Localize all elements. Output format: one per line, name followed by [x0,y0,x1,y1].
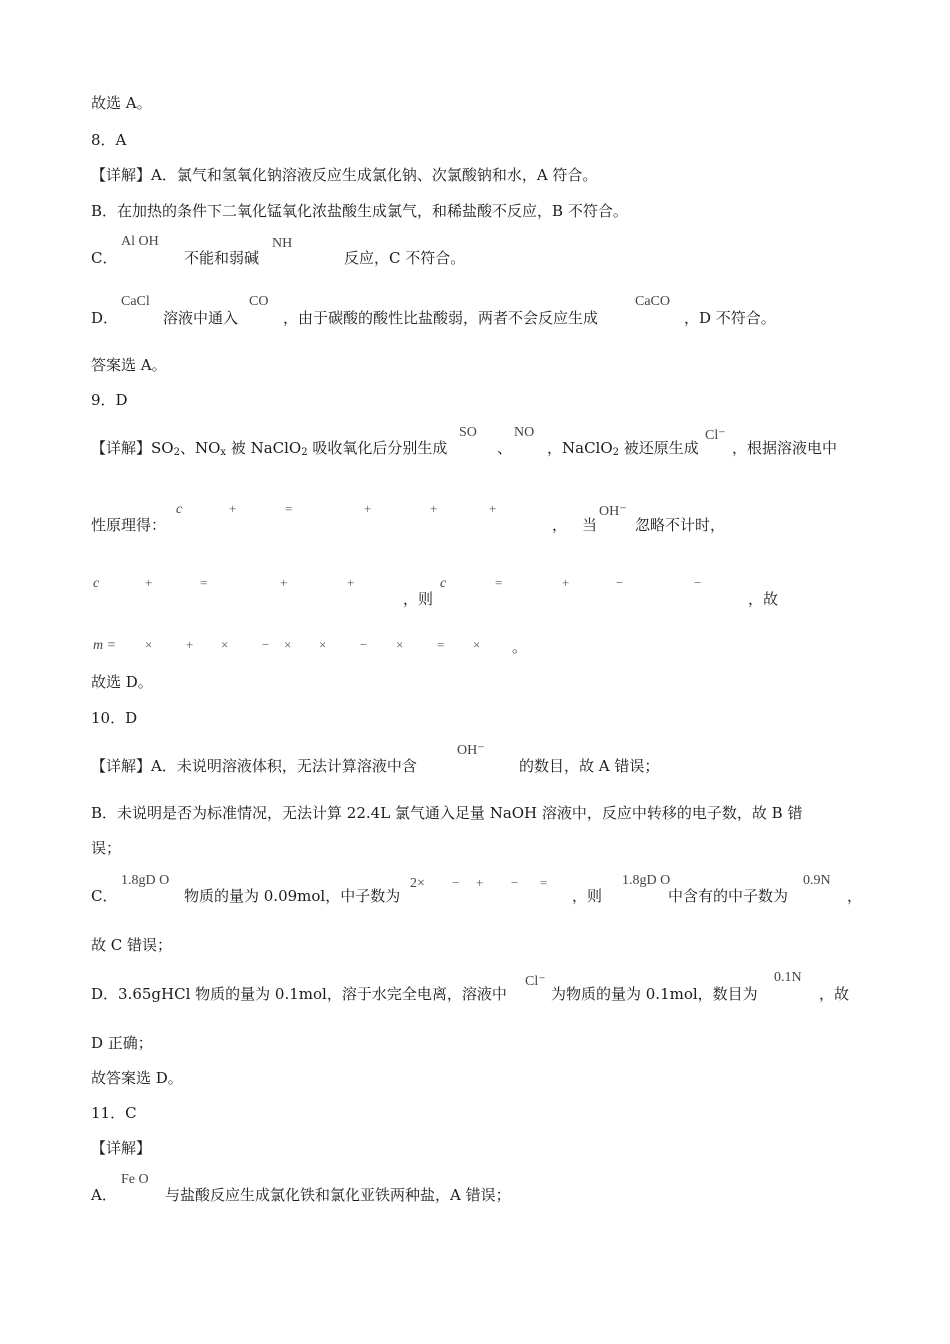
formula-caco: CaCO [635,294,670,309]
operator-glyph: = [200,575,208,590]
text-segment: D． [91,309,119,327]
formula-c: c [440,576,447,591]
operator-glyph: = [540,875,548,890]
formula-so: SO [459,425,477,440]
operator-glyph: − [694,575,702,590]
operator-glyph: + [476,875,484,890]
text-line: 故 C 错误； [91,936,173,954]
text-line: 故答案选 D。 [91,1069,183,1087]
answer-heading: 10．D [91,709,138,727]
answer-heading: 11．C [91,1104,137,1122]
formula-d2o: 1.8gD O [121,873,170,888]
text-segment: 溶液中通入 [163,309,239,327]
answer-heading: 8．A [91,131,127,149]
text-segment: 忽略不计时， [635,516,726,534]
text-segment: ，则 [403,590,434,608]
text-segment: ，故 [748,590,779,608]
operator-glyph: = [437,637,445,652]
operator-glyph: − [262,637,270,652]
text-segment: 。 [512,638,528,656]
text-segment: ，D 不符合。 [684,309,776,327]
operator-glyph: − [360,637,368,652]
text-line: 【详解】 [91,1139,152,1157]
operator-glyph: + [229,501,237,516]
text-segment: 物质的量为 0.09mol，中子数为 [184,887,401,905]
text-segment: 【详解】$SO_2$、$NO_x$ 被 NaClO$_2$ 吸收氧化后分别生成 [91,439,448,458]
text-segment: C． [91,249,118,267]
formula-feo: Fe O [121,1172,149,1187]
text-line: D 正确； [91,1034,153,1052]
text-segment: ，故 [819,985,850,1003]
text-segment: 反应，C 不符合。 [344,249,466,267]
operator-glyph: − [452,875,460,890]
operator-glyph: + [280,575,288,590]
text-line: 误； [91,839,122,857]
formula-nh: NH [272,236,293,251]
formula-no: NO [514,425,535,440]
text-segment: ，由于碳酸的酸性比盐酸弱，两者不会反应生成 [283,309,599,327]
text-line: 故选 A。 [91,94,152,112]
text-segment: 【详解】A．未说明溶液体积，无法计算溶液中含 [91,757,417,775]
text-segment: ， [552,516,568,534]
operator-glyph: = [285,501,293,516]
text-segment: A． [91,1186,117,1204]
formula-oh: OH⁻ [457,743,485,758]
operator-glyph: × [396,637,404,652]
formula-na: 0.1N [774,970,802,985]
text-line: 故选 D。 [91,673,153,691]
text-segment: 、 [497,439,513,457]
operator-glyph: + [489,501,497,516]
text-line: B．未说明是否为标准情况，无法计算 22.4L 氯气通入足量 NaOH 溶液中，反应中转移的电子数，故 B 错 [91,804,803,822]
operator-glyph: + [364,501,372,516]
formula-d2o: 1.8gD O [622,873,671,888]
text-segment: 当 [582,516,598,534]
operator-glyph: × [221,637,229,652]
text-segment: ，则 [572,887,603,905]
operator-glyph: = [495,575,503,590]
formula-na: 0.9N [803,873,831,888]
operator-glyph: − [616,575,624,590]
formula-c: c [176,502,183,517]
answer-heading: 9．D [91,391,128,409]
formula-m: m = [93,638,117,653]
text-segment: 为物质的量为 0.1mol，数目为 [551,985,758,1003]
text-segment: 不能和弱碱 [184,249,260,267]
formula-co: CO [249,294,269,309]
operator-glyph: + [145,575,153,590]
formula-cacl: CaCl [121,294,150,309]
operator-glyph: − [511,875,519,890]
operator-glyph: × [473,637,481,652]
text-segment: ， [847,887,863,905]
formula-c: c [93,576,100,591]
text-line: 【详解】A．氯气和氢氧化钠溶液反应生成氯化钠、次氯酸钠和水，A 符合。 [91,166,598,184]
text-line: 答案选 A。 [91,356,167,374]
formula-aloh: Al OH [121,234,159,249]
operator-glyph: + [430,501,438,516]
text-line: B．在加热的条件下二氧化锰氧化浓盐酸生成氯气，和稀盐酸不反应，B 不符合。 [91,202,628,220]
operator-glyph: × [145,637,153,652]
text-segment: C． [91,887,118,905]
operator-glyph: × [284,637,292,652]
operator-glyph: + [186,637,194,652]
operator-glyph: + [347,575,355,590]
text-segment: 中含有的中子数为 [668,887,789,905]
operator-glyph: + [562,575,570,590]
formula-multiplier: 2× [410,876,425,891]
formula-oh: OH⁻ [599,504,627,519]
text-segment: 性原理得： [91,516,167,534]
formula-cl: Cl⁻ [525,974,546,989]
text-segment: 与盐酸反应生成氯化铁和氯化亚铁两种盐，A 错误； [165,1186,511,1204]
text-segment: ，NaClO$_2$ 被还原生成 [547,439,699,458]
formula-cl: Cl⁻ [705,428,726,443]
text-segment: 的数目，故 A 错误； [519,757,660,775]
text-segment: D．3.65gHCl 物质的量为 0.1mol，溶于水完全电离，溶液中 [91,985,507,1003]
operator-glyph: × [319,637,327,652]
text-segment: ，根据溶液电中 [732,439,838,457]
